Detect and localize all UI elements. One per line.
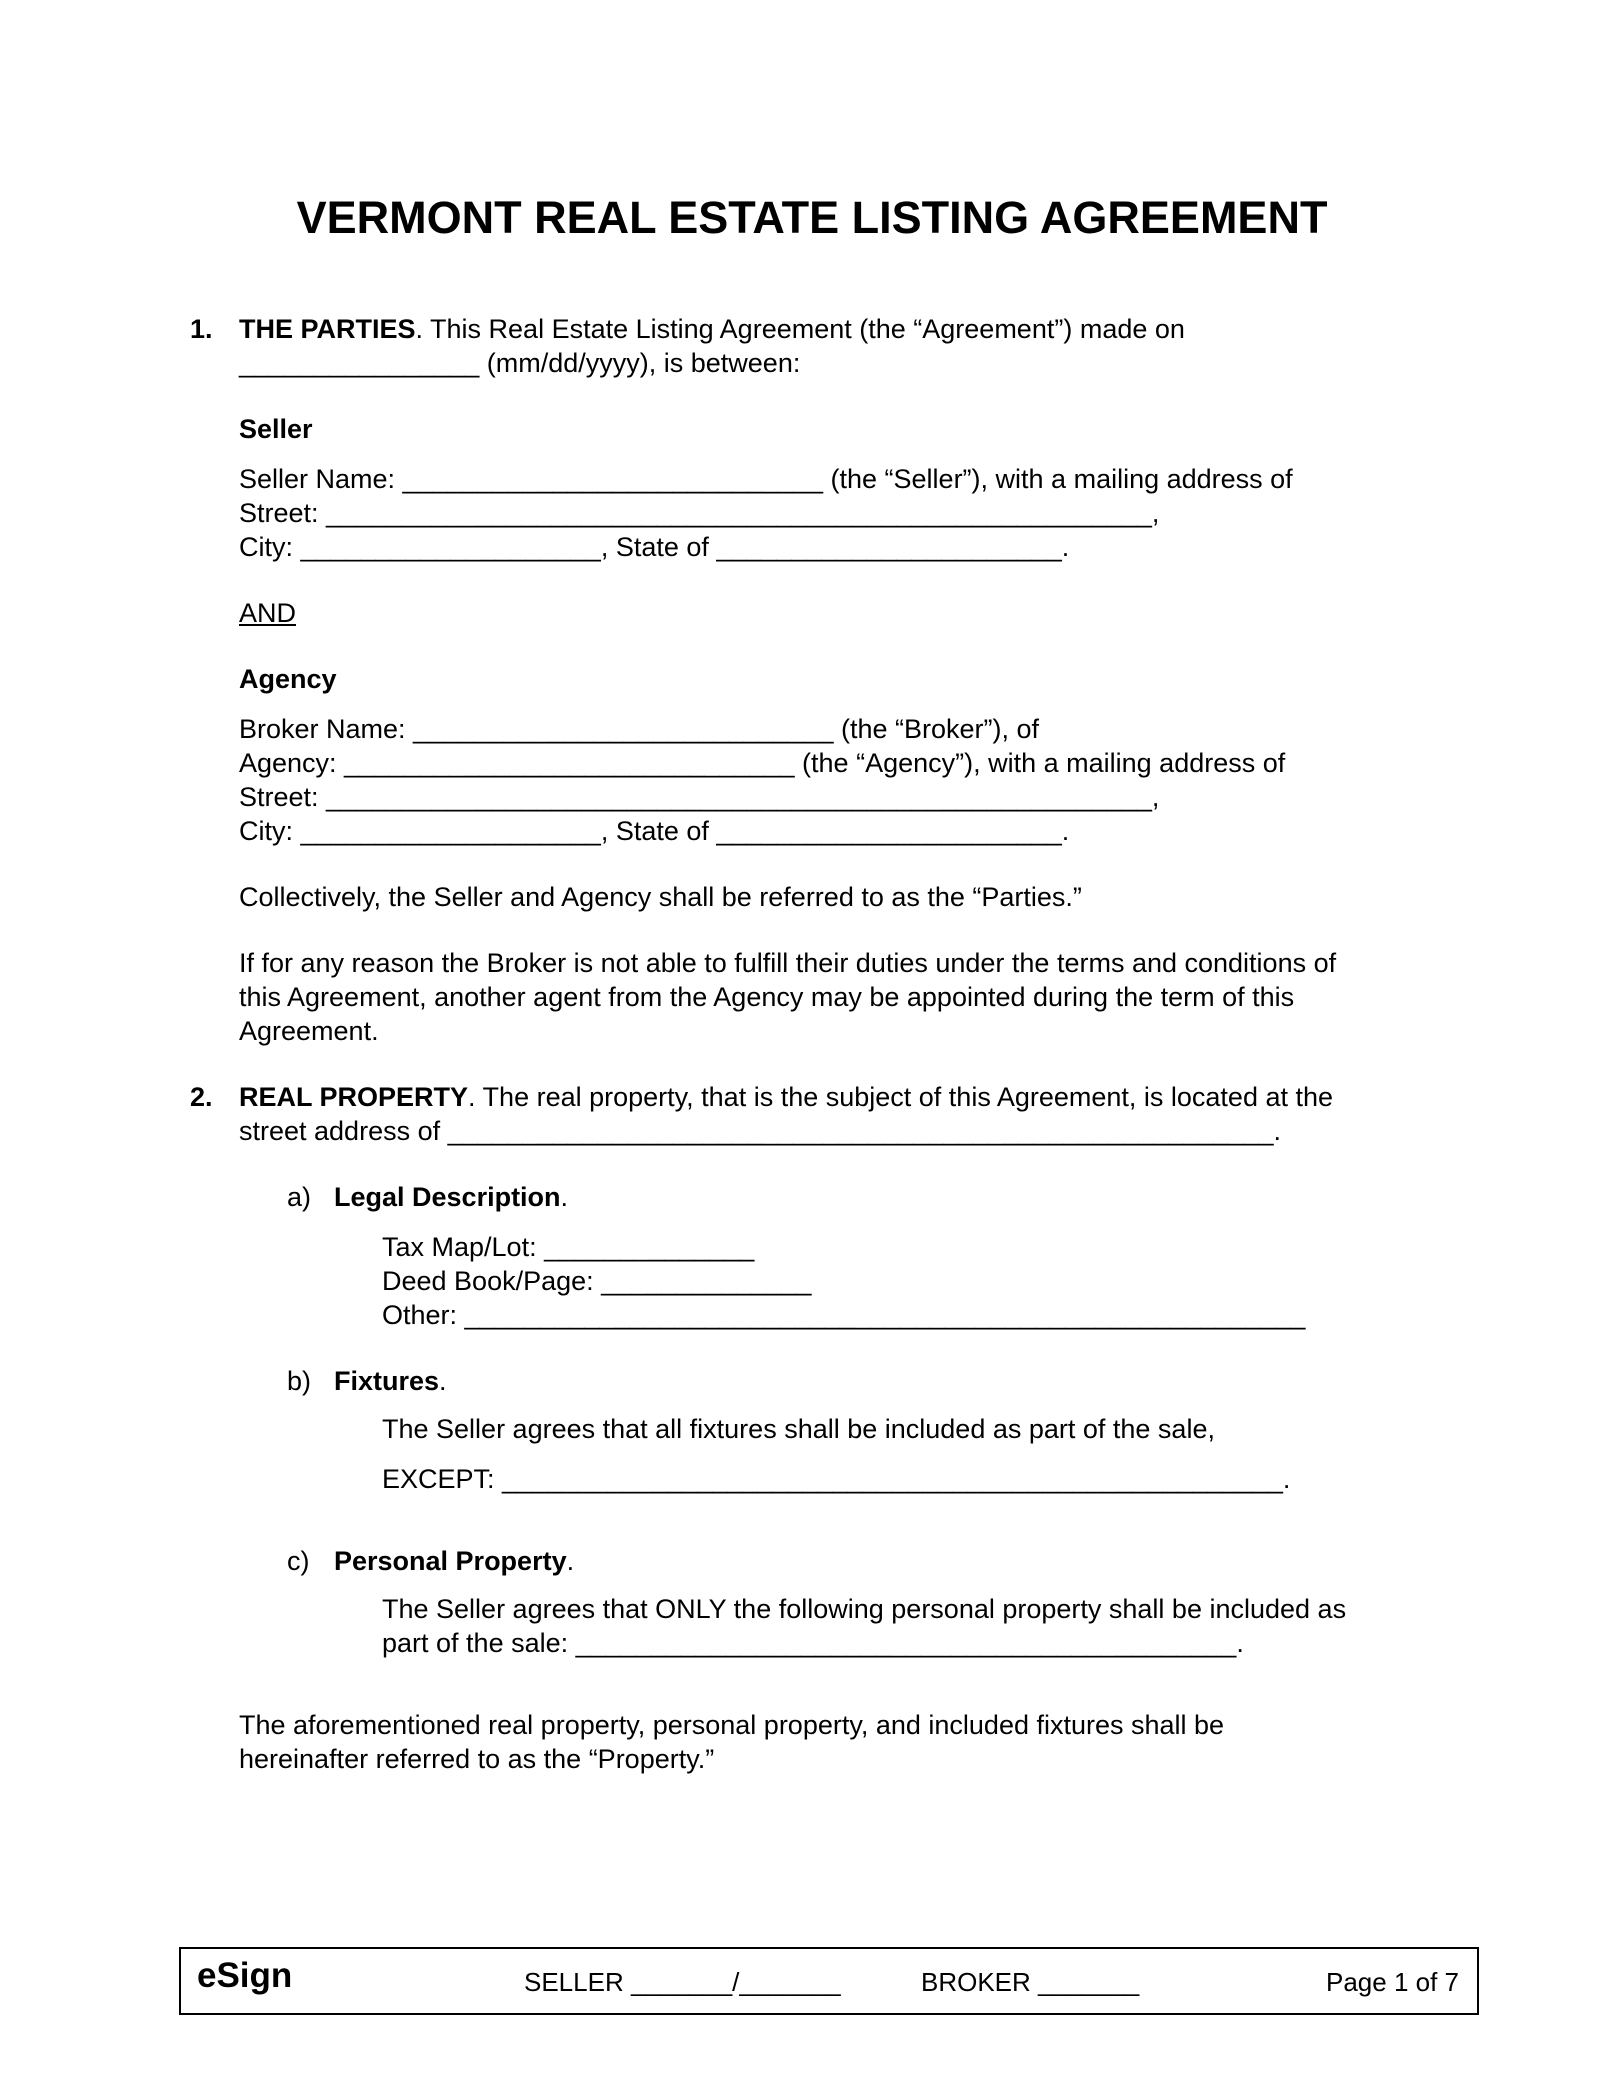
legal-description-dot: . bbox=[560, 1182, 569, 1212]
section-1-line-1-text: . This Real Estate Listing Agreement (the “Agreement”) made on bbox=[415, 314, 1185, 344]
personal-property-dot: . bbox=[566, 1546, 575, 1576]
subsection-a-label: a) bbox=[287, 1182, 312, 1212]
section-1-number: 1. bbox=[190, 314, 213, 344]
broker-clause-line-1: If for any reason the Broker is not able to fulfill their duties under the terms and conditions of bbox=[239, 948, 1337, 978]
seller-street-line: Street: _______________________________________________________, bbox=[239, 498, 1160, 528]
deed-book-line: Deed Book/Page: ______________ bbox=[382, 1266, 812, 1296]
page-footer bbox=[179, 1947, 1479, 2015]
and-label: AND bbox=[239, 598, 297, 628]
legal-description-heading: Legal Description bbox=[334, 1182, 561, 1212]
section-1-line-1 bbox=[239, 312, 1185, 346]
subsection-a-title bbox=[334, 1180, 568, 1214]
page-number: Page 1 of 7 bbox=[1326, 1967, 1459, 1997]
personal-property-line-2: part of the sale: ____________________________________________. bbox=[382, 1628, 1244, 1658]
tax-map-line: Tax Map/Lot: ______________ bbox=[382, 1232, 755, 1262]
aforementioned-line-1: The aforementioned real property, personal property, and included fixtures shall be bbox=[239, 1710, 1225, 1740]
broker-clause-line-2: this Agreement, another agent from the Agency may be appointed during the term of this bbox=[239, 982, 1295, 1012]
broker-initials-field: BROKER _______ bbox=[921, 1967, 1140, 1997]
personal-property-heading: Personal Property bbox=[334, 1546, 567, 1576]
collectively-paragraph: Collectively, the Seller and Agency shall be referred to as the “Parties.” bbox=[239, 882, 1082, 912]
agency-name-line: Agency: ______________________________ (the “Agency”), with a mailing address of bbox=[239, 748, 1286, 778]
seller-initials-field: SELLER _______/_______ bbox=[524, 1967, 841, 1997]
fixtures-heading: Fixtures bbox=[334, 1366, 440, 1396]
section-2-number: 2. bbox=[190, 1082, 213, 1112]
agency-heading: Agency bbox=[239, 664, 337, 694]
subsection-c-label: c) bbox=[287, 1546, 310, 1576]
subsection-c-title bbox=[334, 1544, 574, 1578]
seller-name-line: Seller Name: ____________________________ (the “Seller”), with a mailing address of bbox=[239, 464, 1293, 494]
fixtures-line: The Seller agrees that all fixtures shall be included as part of the sale, bbox=[382, 1414, 1215, 1444]
subsection-b-label: b) bbox=[287, 1366, 312, 1396]
section-2-heading: REAL PROPERTY bbox=[239, 1082, 469, 1112]
esign-logo: eSign bbox=[197, 1956, 293, 1995]
broker-clause-line-3: Agreement. bbox=[239, 1016, 379, 1046]
section-1-line-2: ________________ (mm/dd/yyyy), is between: bbox=[239, 348, 801, 378]
seller-city-line: City: ____________________, State of _______________________. bbox=[239, 532, 1070, 562]
document-title: VERMONT REAL ESTATE LISTING AGREEMENT bbox=[296, 192, 1328, 243]
other-line: Other: ________________________________________________________ bbox=[382, 1300, 1306, 1330]
section-2-line-1 bbox=[239, 1080, 1333, 1114]
section-2-line-2: street address of _______________________________________________________. bbox=[239, 1116, 1281, 1146]
section-1-heading: THE PARTIES bbox=[239, 314, 416, 344]
personal-property-line-1: The Seller agrees that ONLY the following personal property shall be included as bbox=[382, 1594, 1347, 1624]
section-2-line-1-text: . The real property, that is the subject of this Agreement, is located at the bbox=[468, 1082, 1334, 1112]
except-line: EXCEPT: ____________________________________________________. bbox=[382, 1464, 1291, 1494]
agency-city-line: City: ____________________, State of _______________________. bbox=[239, 816, 1070, 846]
fixtures-dot: . bbox=[439, 1366, 447, 1396]
subsection-b-title bbox=[334, 1364, 447, 1398]
aforementioned-line-2: hereinafter referred to as the “Property.” bbox=[239, 1744, 715, 1774]
broker-name-line: Broker Name: ____________________________ (the “Broker”), of bbox=[239, 714, 1040, 744]
seller-heading: Seller bbox=[239, 414, 313, 444]
agency-street-line: Street: _______________________________________________________, bbox=[239, 782, 1160, 812]
